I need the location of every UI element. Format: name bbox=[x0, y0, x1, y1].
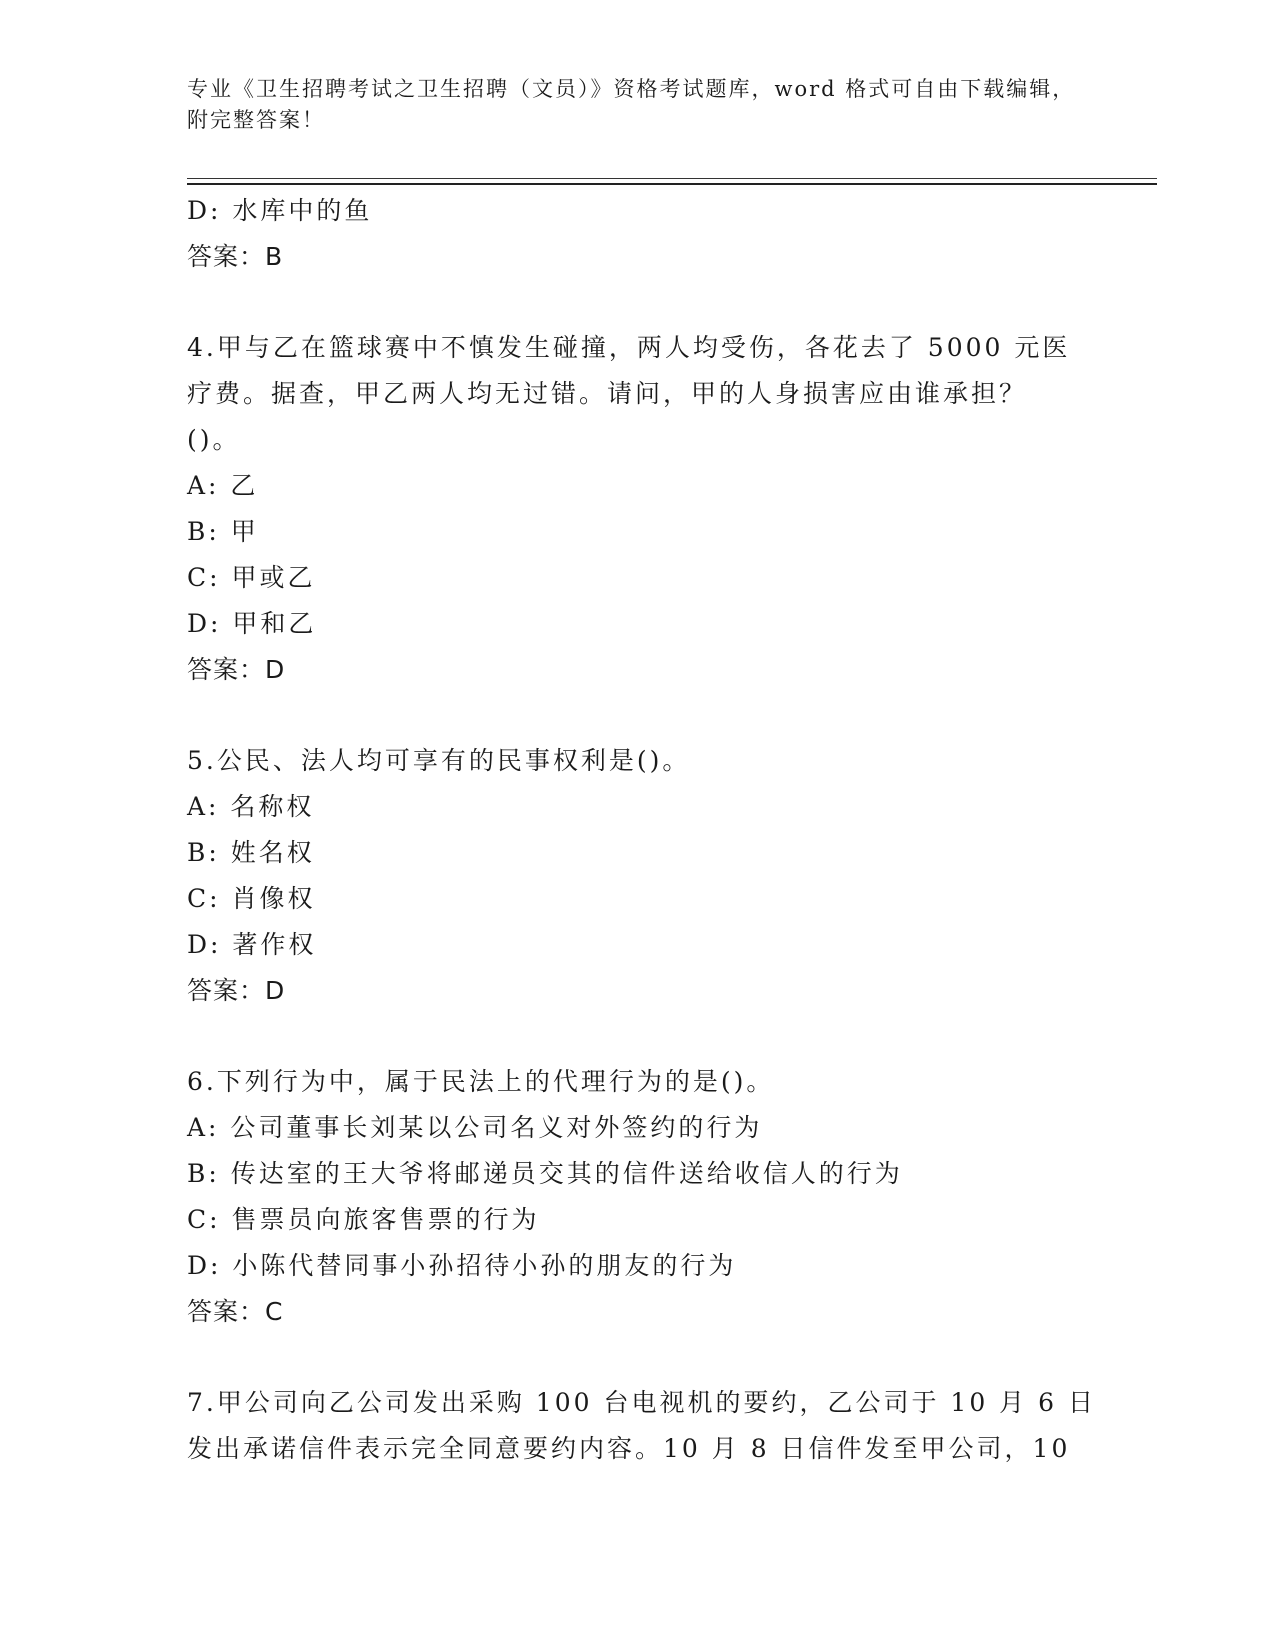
question-stem: 7.甲公司向乙公司发出采购 100 台电视机的要约，乙公司于 10 月 6 日 bbox=[187, 1388, 1096, 1417]
question-stem: 4.甲与乙在篮球赛中不慎发生碰撞，两人均受伤，各花去了 5000 元医 bbox=[187, 333, 1071, 362]
question-stem: 发出承诺信件表示完全同意要约内容。10 月 8 日信件发至甲公司，10 bbox=[187, 1434, 1071, 1463]
answer: 答案：B bbox=[187, 242, 284, 271]
question-3-tail bbox=[187, 188, 1087, 280]
option-d: D: 甲和乙 bbox=[187, 609, 317, 638]
option-c: C: 售票员向旅客售票的行为 bbox=[187, 1205, 540, 1234]
question-5 bbox=[187, 738, 1087, 1014]
answer: 答案：D bbox=[187, 655, 286, 684]
question-stem: 6.下列行为中，属于民法上的代理行为的是()。 bbox=[187, 1067, 775, 1096]
option-c: C: 肖像权 bbox=[187, 884, 316, 913]
option-b: B: 姓名权 bbox=[187, 838, 315, 867]
header-divider-thin bbox=[187, 178, 1157, 179]
option-a: A: 乙 bbox=[187, 471, 259, 500]
question-7 bbox=[187, 1380, 1096, 1472]
question-stem: 5.公民、法人均可享有的民事权利是()。 bbox=[187, 746, 691, 775]
option-d: D: 小陈代替同事小孙招待小孙的朋友的行为 bbox=[187, 1251, 737, 1280]
option-b: B: 甲 bbox=[187, 517, 259, 546]
option-a: A: 公司董事长刘某以公司名义对外签约的行为 bbox=[187, 1113, 763, 1142]
answer: 答案：C bbox=[187, 1297, 284, 1326]
question-stem: ()。 bbox=[187, 425, 241, 454]
option-a: A: 名称权 bbox=[187, 792, 315, 821]
answer: 答案：D bbox=[187, 976, 286, 1005]
document-body bbox=[187, 188, 1096, 1472]
document-header: 专业《卫生招聘考试之卫生招聘（文员）》资格考试题库，word 格式可自由下载编辑，附完整答案！ bbox=[187, 77, 1076, 132]
option-d: D: 水库中的鱼 bbox=[187, 196, 373, 225]
option-c: C: 甲或乙 bbox=[187, 563, 316, 592]
option-b: B: 传达室的王大爷将邮递员交其的信件送给收信人的行为 bbox=[187, 1159, 903, 1188]
header-divider-thick bbox=[187, 183, 1157, 185]
question-6 bbox=[187, 1059, 1087, 1335]
question-stem: 疗费。据查，甲乙两人均无过错。请问，甲的人身损害应由谁承担？ bbox=[187, 379, 1028, 408]
option-d: D: 著作权 bbox=[187, 930, 317, 959]
question-4 bbox=[187, 325, 1087, 693]
